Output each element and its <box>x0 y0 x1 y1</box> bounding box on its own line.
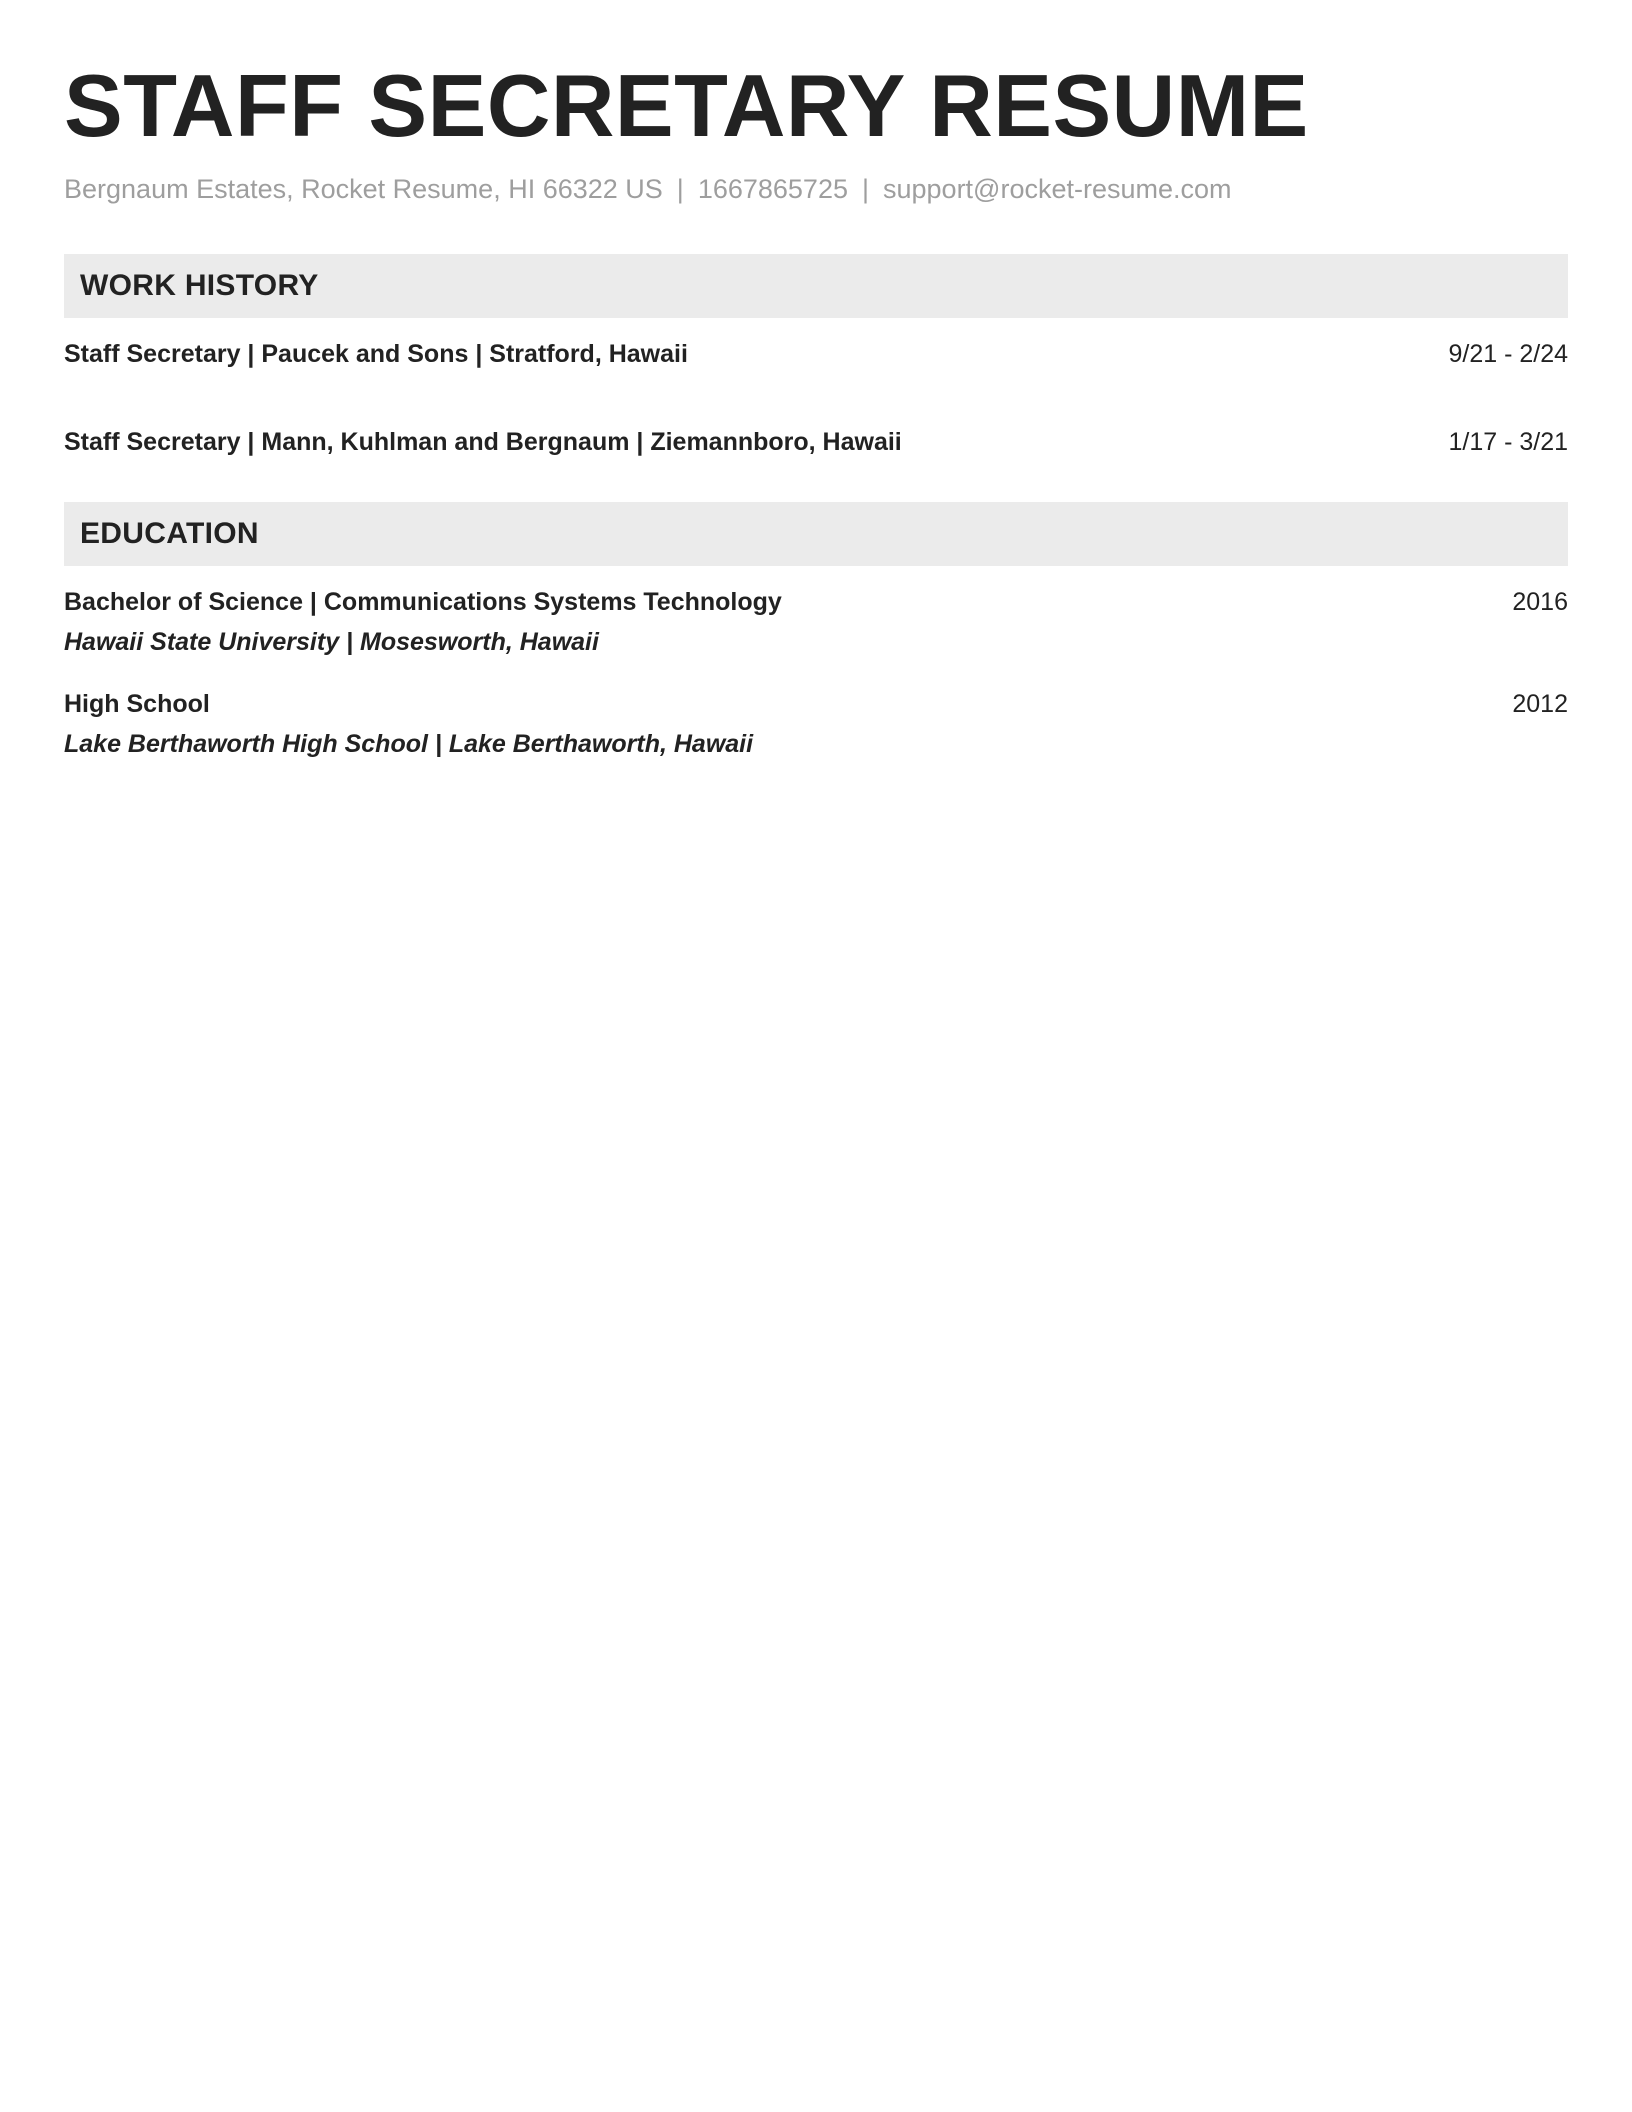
job-dates: 1/17 - 3/21 <box>1448 428 1568 456</box>
education-entry <box>64 586 1568 658</box>
education-year: 2012 <box>1512 690 1568 718</box>
contact-email: support@rocket-resume.com <box>883 174 1232 204</box>
education-school: Lake Berthaworth High School | Lake Berthaworth, Hawaii <box>64 730 754 758</box>
job-heading: Staff Secretary | Mann, Kuhlman and Bergnaum | Ziemannboro, Hawaii <box>64 428 902 456</box>
contact-line <box>64 172 1568 206</box>
resume-title: STAFF SECRETARY RESUME <box>64 56 1309 155</box>
contact-separator: | <box>676 174 684 204</box>
education-school: Hawaii State University | Mosesworth, Hawaii <box>64 628 599 656</box>
education-degree: Bachelor of Science | Communications Systems Technology <box>64 588 782 616</box>
job-dates: 9/21 - 2/24 <box>1448 340 1568 368</box>
contact-phone: 1667865725 <box>697 174 848 204</box>
education-degree: High School <box>64 690 210 718</box>
contact-separator: | <box>861 174 869 204</box>
job-heading: Staff Secretary | Paucek and Sons | Stratford, Hawaii <box>64 340 688 368</box>
education-entry <box>64 688 1568 760</box>
work-history-entry <box>64 426 1568 458</box>
education-heading: EDUCATION <box>64 502 1568 566</box>
education-year: 2016 <box>1512 588 1568 616</box>
work-history-entry <box>64 338 1568 370</box>
contact-address: Bergnaum Estates, Rocket Resume, HI 66322 US <box>64 174 663 204</box>
work-history-heading: WORK HISTORY <box>64 254 1568 318</box>
